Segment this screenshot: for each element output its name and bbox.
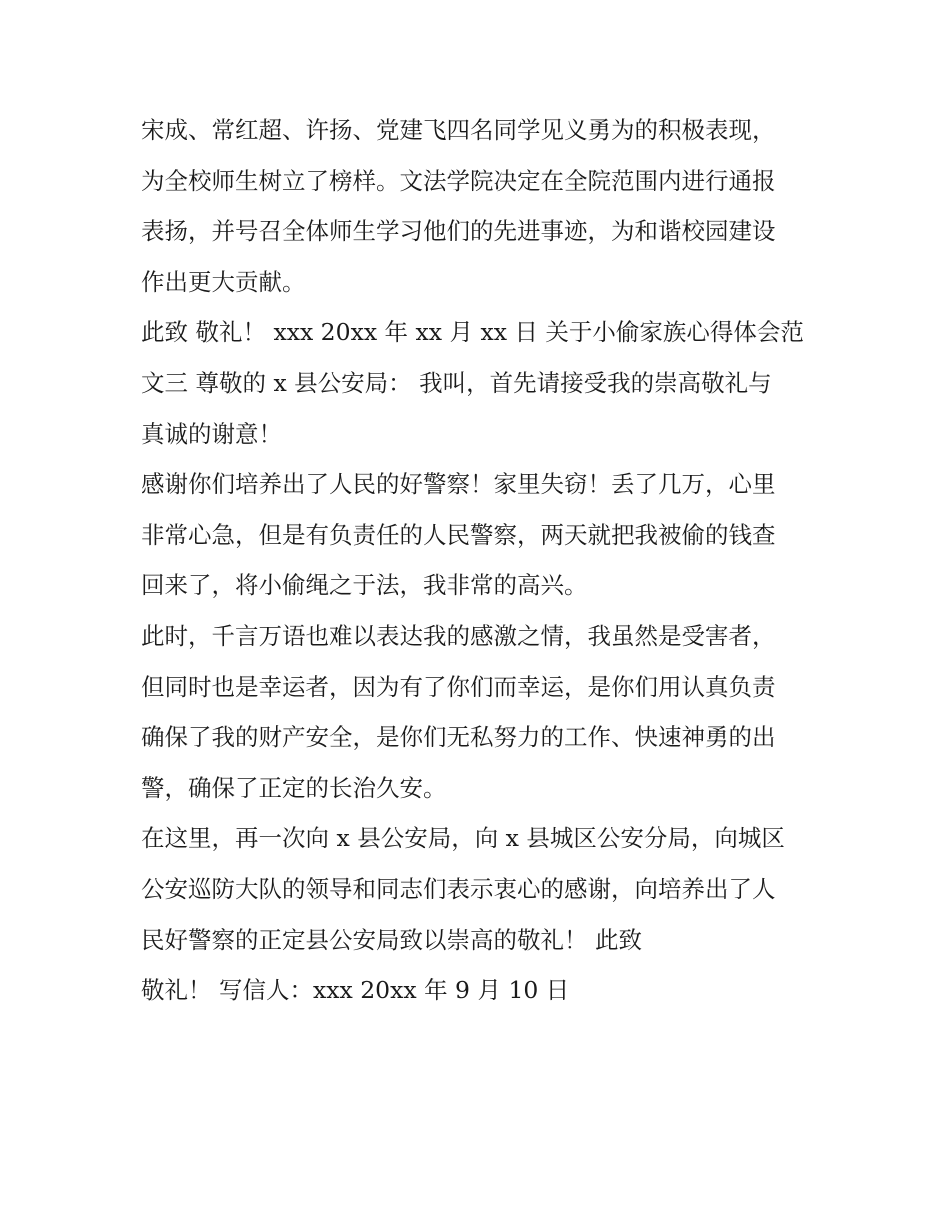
paragraph-signature	[141, 965, 821, 1016]
text-line: 警，确保了正定的长治久安。	[141, 773, 447, 802]
text-line: 确保了我的财产安全，是你们无私努力的工作、快速神勇的出	[141, 723, 776, 752]
paragraph-gratitude	[141, 611, 821, 813]
paragraph-commendation	[141, 105, 821, 307]
text-line: 非常心急，但是有负责任的人民警察，两天就把我被偷的钱查	[141, 520, 776, 549]
text-line: 此致 敬礼！ xxx 20xx 年 xx 月 xx 日 关于小偷家族心得体会范	[141, 318, 804, 347]
text-line: 此时，千言万语也难以表达我的感激之情，我虽然是受害者，	[141, 621, 776, 650]
text-line: 公安巡防大队的领导和同志们表示衷心的感谢，向培养出了人	[141, 874, 776, 903]
text-line: 表扬，并号召全体师生学习他们的先进事迹，为和谐校园建设	[141, 217, 776, 246]
text-line: 真诚的谢意！	[141, 419, 282, 448]
text-line: 宋成、常红超、许扬、党建飞四名同学见义勇为的积极表现，	[141, 116, 776, 144]
text-line: 但同时也是幸运者，因为有了你们而幸运，是你们用认真负责	[141, 672, 776, 701]
text-line: 作出更大贡献。	[141, 267, 306, 296]
paragraph-respect	[141, 813, 821, 965]
text-line: 在这里，再一次向 x 县公安局，向 x 县城区公安分局，向城区	[141, 824, 785, 853]
text-line: 感谢你们培养出了人民的好警察！家里失窃！丢了几万，心里	[141, 470, 776, 499]
text-line: 为全校师生树立了榜样。文法学院决定在全院范围内进行通报	[141, 166, 776, 195]
document-body	[141, 105, 821, 1016]
text-line: 文三 尊敬的 x 县公安局： 我叫，首先请接受我的崇高敬礼与	[141, 368, 772, 397]
text-line: 回来了，将小偷绳之于法，我非常的高兴。	[141, 571, 588, 600]
paragraph-thanks	[141, 459, 821, 611]
paragraph-closing-and-salutation	[141, 307, 821, 459]
text-line: 民好警察的正定县公安局致以崇高的敬礼！ 此致	[141, 925, 642, 954]
text-line: 敬礼！ 写信人：xxx 20xx 年 9 月 10 日	[141, 976, 570, 1005]
